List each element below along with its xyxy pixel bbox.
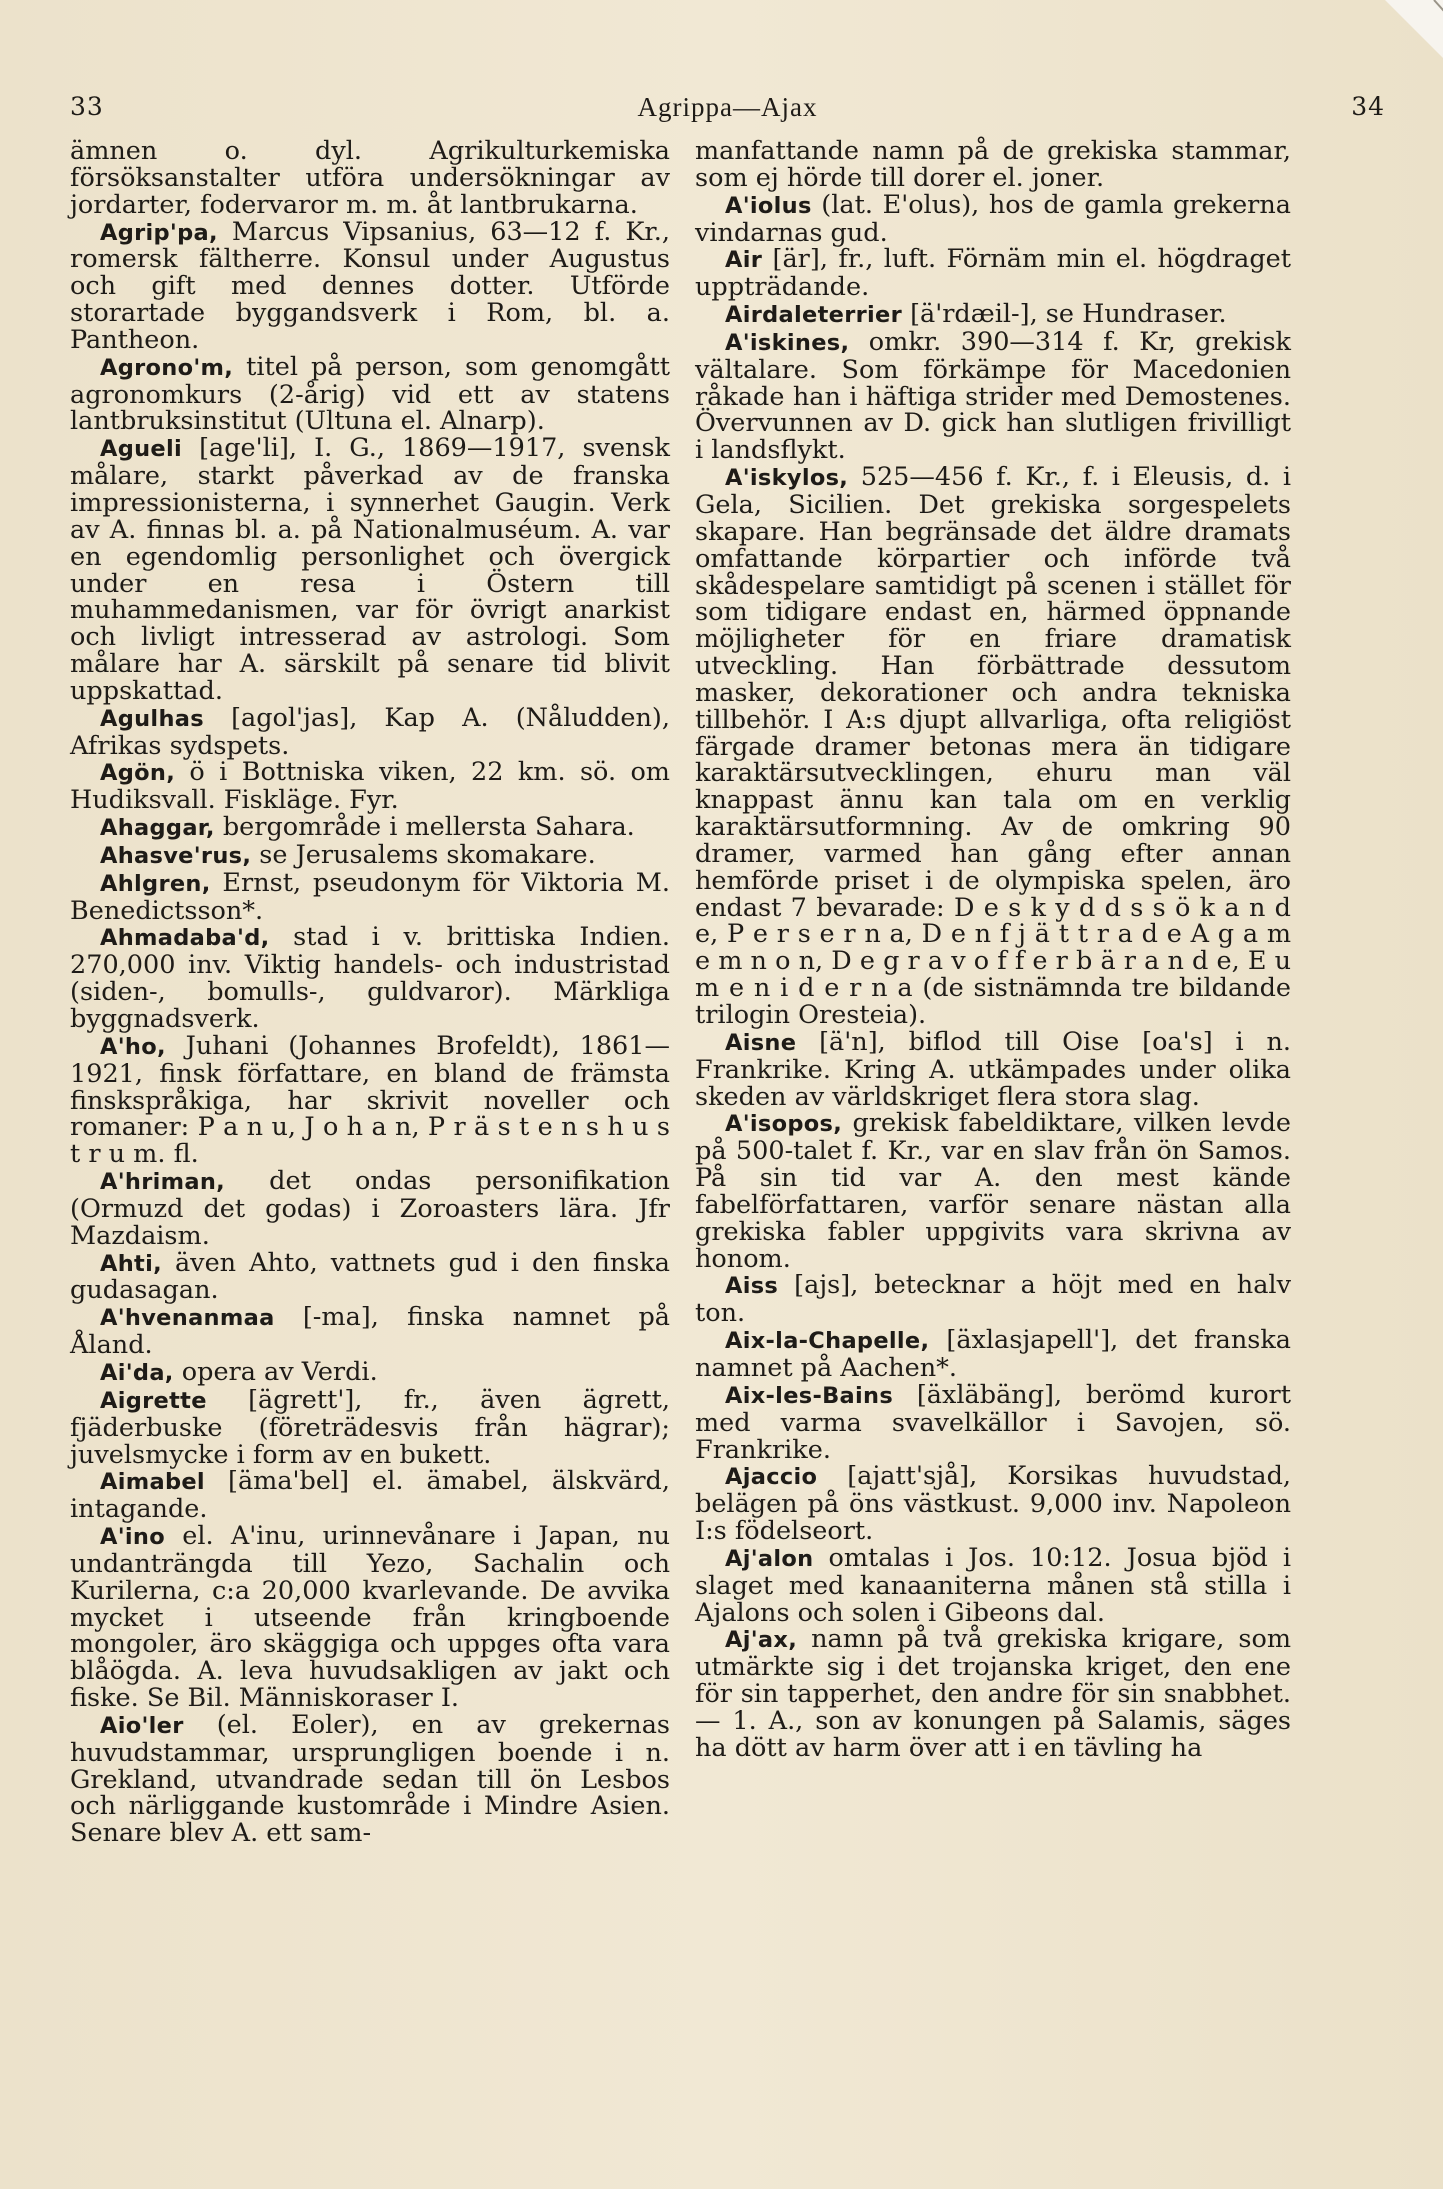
entry-headword: Aisne <box>725 1029 797 1056</box>
page-number-left: 33 <box>70 92 104 121</box>
left-column <box>70 138 670 1847</box>
entry-headword: Agueli <box>100 436 183 463</box>
entry-text: [ä'n], biflod till Oise [oa's] i n. Frankrike. Kring A. utkämpades under olika skeden av världskriget flera stora slag. <box>695 1026 1291 1112</box>
dictionary-entry <box>70 1356 670 1387</box>
dictionary-entry <box>695 1379 1291 1465</box>
dictionary-entry <box>70 1168 670 1250</box>
entry-headword: Ahti, <box>100 1250 162 1277</box>
entry-text: stad i v. brittiska Indien. 270,000 inv. Viktig handels- och industristad (siden-, bomulls-, guldvaror). Märkliga byggnadsverk. <box>70 922 670 1034</box>
dictionary-entry <box>695 464 1291 1029</box>
entry-headword: Ahaggar, <box>100 815 215 842</box>
dictionary-entry <box>70 216 670 355</box>
dictionary-entry <box>70 814 670 842</box>
dictionary-entry <box>695 326 1291 466</box>
entry-headword: Ajaccio <box>725 1464 818 1491</box>
dictionary-entry <box>70 839 670 870</box>
dictionary-entry <box>70 867 670 926</box>
entry-text: [age'li], I. G., 1869—1917, svensk målare, starkt påverkad av de franska impressionisterna, i synnerhet Gaugin. Verk av A. finnas bl. a. på Nationalmuséum. A. var en egendomlig personlighet och övergick under en resa i Östern till muhammedanismen, var för övrigt anarkist och livligt intresserad av astrologi. Som målare har A. särskilt på senare tid blivit uppskattad. <box>70 433 670 706</box>
entry-text: [-ma], finska namnet på Åland. <box>70 1302 670 1361</box>
dictionary-entry <box>70 759 670 814</box>
dictionary-entry <box>70 1030 670 1170</box>
dictionary-entry <box>695 1463 1291 1545</box>
entry-headword: Aj'alon <box>725 1545 814 1572</box>
dictionary-entry <box>70 1304 670 1359</box>
entry-headword: Airdaleterrier <box>725 302 902 329</box>
entry-text: titel på person, som genomgått agronomkurs (2-årig) vid ett av statens lantbruksinstitut (Ultuna el. Alnarp). <box>70 351 670 437</box>
entry-headword: A'iolus <box>725 192 812 219</box>
dictionary-entry <box>70 1709 670 1849</box>
entry-text: [äma'bel] el. ämabel, älskvärd, intagande. <box>70 1466 670 1525</box>
entry-text: även Ahto, vattnets gud i den finska gudasagan. <box>70 1247 670 1306</box>
entry-text: Ernst, pseudonym för Viktoria M. Benedictsson*. <box>70 867 670 926</box>
dictionary-entry <box>695 301 1291 329</box>
entry-text: ö i Bottniska viken, 22 km. sö. om Hudiksvall. Fiskläge. Fyr. <box>70 757 670 816</box>
entry-text: Marcus Vipsanius, 63—12 f. Kr., romersk fältherre. Konsul under Augustus och gift med dennes dotter. Utförde storartade byggandsverk i Rom, bl. a. Pantheon. <box>70 216 670 355</box>
entry-text: omkr. 390—314 f. Kr, grekisk vältalare. Som förkämpe för Macedonien råkade han i häftiga strider med Demostenes. Övervunnen av D. gick han slutligen frivilligt i landsflykt. <box>695 326 1291 466</box>
entry-headword: Ahlgren, <box>100 870 211 897</box>
entry-headword: Aiss <box>725 1273 779 1300</box>
entry-text: el. A'inu, urinnevånare i Japan, nu undanträngda till Yezo, Sachalin och Kurilerna, c:a 20,000 kvarlevande. De avvika mycket i utseende från kringboende mongoler, äro skäggiga och uppges ofta vara blåögda. A. leva huvudsakligen av jakt och fiske. Se Bil. Människoraser I. <box>70 1521 670 1714</box>
entry-text: [agol'jas], Kap A. (Nåludden), Afrikas sydspets. <box>70 702 670 761</box>
entry-text: grekisk fabeldiktare, vilken levde på 500-talet f. Kr., var en slav från ön Samos. På sin tid var A. den mest kände fabelförfattaren, varför senare nästan alla grekiska fabler uppgivits vara skrivna av honom. <box>695 1108 1291 1274</box>
entry-text: Juhani (Johannes Brofeldt), 1861—1921, finsk författare, en bland de främsta finskspråkiga, har skrivit noveller och romaner: P a n u, J o h a n, P r ä s t e n s h u s t r u m. fl. <box>70 1030 670 1170</box>
entry-headword: Aigrette <box>100 1387 207 1414</box>
entry-headword: A'ho, <box>100 1033 166 1060</box>
dictionary-entry <box>70 1247 670 1306</box>
entry-headword: Aix-la-Chapelle, <box>725 1328 930 1355</box>
dictionary-entry <box>695 1327 1291 1382</box>
entry-headword: Agrono'm, <box>100 354 234 381</box>
folded-corner <box>1385 0 1443 58</box>
dictionary-entry <box>695 189 1291 248</box>
entry-headword: Aimabel <box>100 1469 205 1496</box>
dictionary-entry <box>695 1026 1291 1112</box>
entry-headword: Ai'da, <box>100 1359 174 1386</box>
entry-headword: Ahmadaba'd, <box>100 925 270 952</box>
entry-headword: Aj'ax, <box>725 1627 798 1654</box>
entry-text: (lat. E'olus), hos de gamla grekerna vindarnas gud. <box>695 189 1291 248</box>
entry-text: bergområde i mellersta Sahara. <box>214 812 635 843</box>
entry-headword: A'hvenanmaa <box>100 1305 275 1332</box>
dictionary-entry <box>70 702 670 761</box>
entry-text: se Jerusalems skomakare. <box>251 839 596 870</box>
entry-text: [ä'rdæil-], se Hundraser. <box>901 299 1227 330</box>
dictionary-entry <box>70 351 670 437</box>
entry-headword: Aix-les-Bains <box>725 1382 894 1409</box>
entry-headword: A'ino <box>100 1524 165 1551</box>
entry-text: det ondas personifikation (Ormuzd det godas) i Zoroasters lära. Jfr Mazdaism. <box>70 1166 670 1251</box>
dictionary-entry <box>695 138 1291 192</box>
entry-text: namn på två grekiska krigare, som utmärkte sig i det trojanska kriget, den ene för sin tapperhet, den andre för sin snabbhet. — 1. A., son av konungen på Salamis, säges ha dött av harm över att i en tävling ha <box>695 1624 1291 1763</box>
entry-text: [ajatt'sjå], Korsikas huvudstad, belägen på öns västkust. 9,000 inv. Napoleon I:s födelseort. <box>695 1461 1291 1547</box>
entry-headword: A'hriman, <box>100 1169 226 1196</box>
right-column <box>695 138 1291 1762</box>
dictionary-entry <box>695 1626 1291 1761</box>
dictionary-entry <box>70 924 670 1032</box>
entry-text: (el. Eoler), en av grekernas huvudstammar, ursprungligen boende i n. Grekland, utvandrade sedan till ön Lesbos och närliggande kustområde i Mindre Asien. Senare blev A. ett sam- <box>70 1709 670 1849</box>
dictionary-entry <box>70 138 670 219</box>
entry-text: [äxläbäng], berömd kurort med varma svavelkällor i Savojen, sö. Frankrike. <box>695 1379 1291 1465</box>
entry-text: [är], fr., luft. Förnäm min el. högdraget uppträdande. <box>695 244 1291 303</box>
dictionary-entry <box>695 1110 1291 1272</box>
dictionary-entry <box>695 1542 1291 1628</box>
entry-headword: Agrip'pa, <box>100 219 218 246</box>
entry-headword: Agön, <box>100 760 176 787</box>
entry-text: [ägrett'], fr., även ägrett, fjäderbuske (företrädesvis från hägrar); juvelsmycke i form av en bukett. <box>70 1384 670 1470</box>
entry-headword: A'iskines, <box>725 329 850 356</box>
dictionary-entry <box>695 246 1291 301</box>
entry-text: opera av Verdi. <box>173 1356 378 1387</box>
entry-text: ämnen o. dyl. Agrikulturkemiska försöksanstalter utföra undersökningar av jordarter, fodervaror m. m. åt lantbrukarna. <box>70 136 670 220</box>
running-title: Agrippa—Ajax <box>637 92 818 122</box>
entry-headword: Aio'ler <box>100 1712 184 1739</box>
dictionary-entry <box>70 1468 670 1523</box>
page-header <box>70 92 1385 126</box>
page-number-right: 34 <box>1351 92 1385 121</box>
entry-headword: A'iskylos, <box>725 465 849 492</box>
entry-text: omtalas i Jos. 10:12. Josua bjöd i slaget med kanaaniterna månen stå stilla i Ajalons och solen i Gibeons dal. <box>695 1542 1291 1628</box>
entry-text: manfattande namn på de grekiska stammar, som ej hörde till dorer el. joner. <box>695 136 1291 193</box>
entry-headword: Agulhas <box>100 705 204 732</box>
entry-text: 525—456 f. Kr., f. i Eleusis, d. i Gela, Sicilien. Det grekiska sorgespelets skapare. Han begränsade det äldre dramats omfattande körpartier och införde två skådespelare samtidigt på scenen i stället för som tidigare endast en, härmed öppnande möjligheter för en friare dramatisk utveckling. Han förbättrade dessutom masker, dekorationer och andra tekniska tillbehör. I A:s djupt allvarliga, ofta religiöst färgade dramer betonas mera än tidigare karaktärsutvecklingen, ehuru man väl knappast ännu kan tala om en verklig karaktärsutformning. Av de omkring 90 dramer, varmed han gång efter annan hemförde priset i de olympiska spelen, äro endast 7 bevarade: D e s k y d d s s ö k a n d e, P e r s e r n a, D e n f j ä t t r a d e A g a m e m n o n, D e g r a v o f f e r b ä r a n d e, E u m e n i d e r n a (de sistnämnda tre bildande trilogin Oresteia). <box>695 462 1291 1030</box>
dictionary-entry <box>70 1523 670 1712</box>
dictionary-entry <box>695 1272 1291 1327</box>
entry-headword: Air <box>725 247 763 274</box>
entry-headword: Ahasve'rus, <box>100 842 252 869</box>
dictionary-entry <box>70 1384 670 1470</box>
entry-text: [äxlasjapell'], det franska namnet på Aachen*. <box>695 1325 1291 1383</box>
entry-text: [ajs], betecknar a höjt med en halv ton. <box>695 1270 1291 1329</box>
dictionary-entry <box>70 435 670 704</box>
entry-headword: A'isopos, <box>725 1111 843 1138</box>
